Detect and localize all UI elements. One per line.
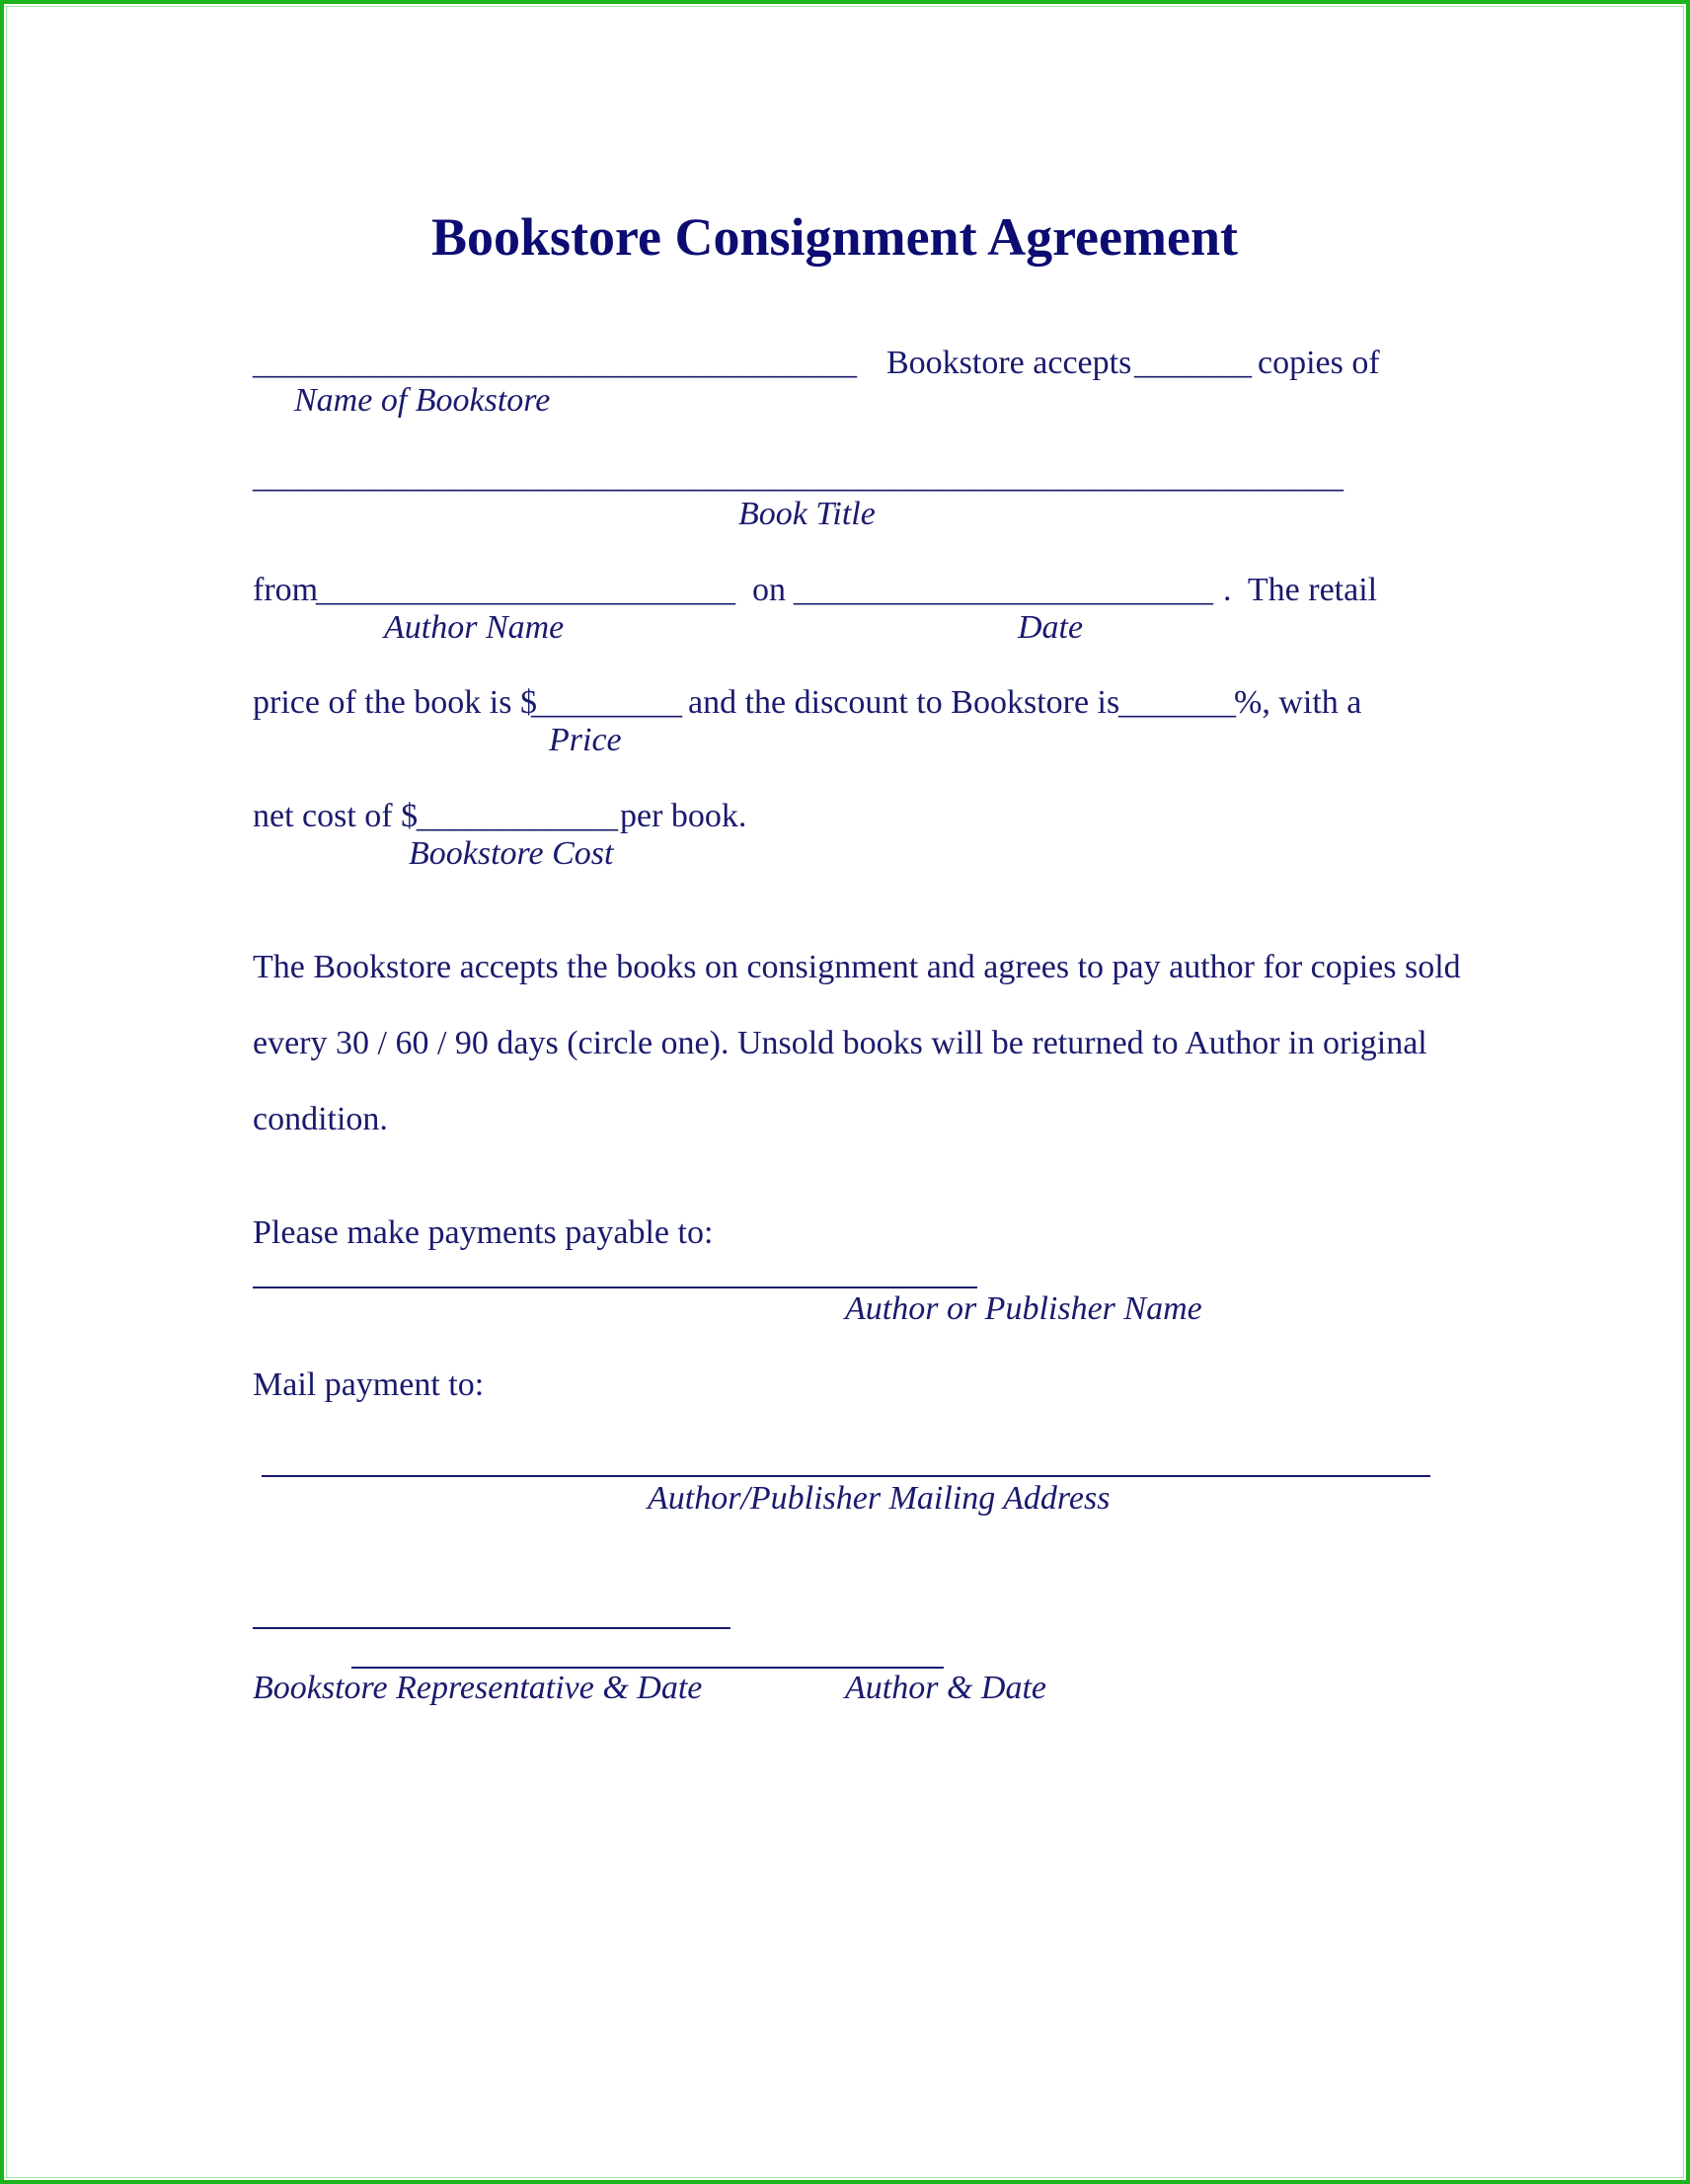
paragraph-line-2: every 30 / 60 / 90 days (circle one). Unsold books will be returned to Author in original	[253, 1025, 1427, 1061]
label-author-and-date: Author & Date	[845, 1670, 1046, 1706]
label-name-of-bookstore: Name of Bookstore	[294, 382, 551, 419]
text-mail-payment: Mail payment to:	[253, 1366, 485, 1403]
author-name-blank[interactable]: _________________________	[316, 572, 735, 608]
payee-name-line[interactable]	[253, 1287, 977, 1288]
paragraph-line-3: condition.	[253, 1101, 388, 1137]
book-title-blank[interactable]: _________________________________________________________________	[253, 458, 1344, 495]
bookstore-name-blank[interactable]: ____________________________________	[253, 345, 857, 381]
text-net-cost: net cost of $	[253, 798, 419, 834]
label-bookstore-cost: Bookstore Cost	[409, 835, 614, 872]
price-blank[interactable]: _________	[531, 684, 682, 721]
mailing-address-line[interactable]	[262, 1475, 1430, 1477]
text-bookstore-accepts: Bookstore accepts	[886, 345, 1132, 381]
date-blank[interactable]: _________________________	[794, 572, 1213, 608]
label-date: Date	[1018, 609, 1084, 646]
text-percent-with-a: %, with a	[1234, 684, 1362, 721]
label-author-or-publisher-name: Author or Publisher Name	[845, 1290, 1202, 1327]
label-mailing-address: Author/Publisher Mailing Address	[648, 1480, 1111, 1517]
text-copies-of: copies of	[1258, 345, 1380, 381]
document-title: Bookstore Consignment Agreement	[431, 207, 1238, 267]
text-discount-to-bookstore: and the discount to Bookstore is	[688, 684, 1120, 721]
bookstore-cost-blank[interactable]: ____________	[417, 798, 618, 834]
label-bookstore-representative: Bookstore Representative & Date	[253, 1670, 703, 1706]
label-price: Price	[549, 722, 622, 758]
text-on: on	[752, 572, 786, 608]
copies-blank[interactable]: _______	[1134, 345, 1252, 381]
text-from: from	[253, 572, 319, 608]
label-book-title: Book Title	[738, 496, 876, 532]
text-per-book: per book.	[620, 798, 747, 834]
text-payments-payable: Please make payments payable to:	[253, 1214, 714, 1251]
paragraph-line-1: The Bookstore accepts the books on consignment and agrees to pay author for copies sold	[253, 949, 1461, 985]
page-inner-border	[6, 6, 1684, 2178]
label-author-name: Author Name	[384, 609, 565, 646]
text-price-of-book: price of the book is $	[253, 684, 537, 721]
bookstore-signature-line[interactable]	[253, 1627, 730, 1629]
text-the-retail: . The retail	[1223, 572, 1378, 608]
discount-blank[interactable]: _______	[1118, 684, 1236, 721]
